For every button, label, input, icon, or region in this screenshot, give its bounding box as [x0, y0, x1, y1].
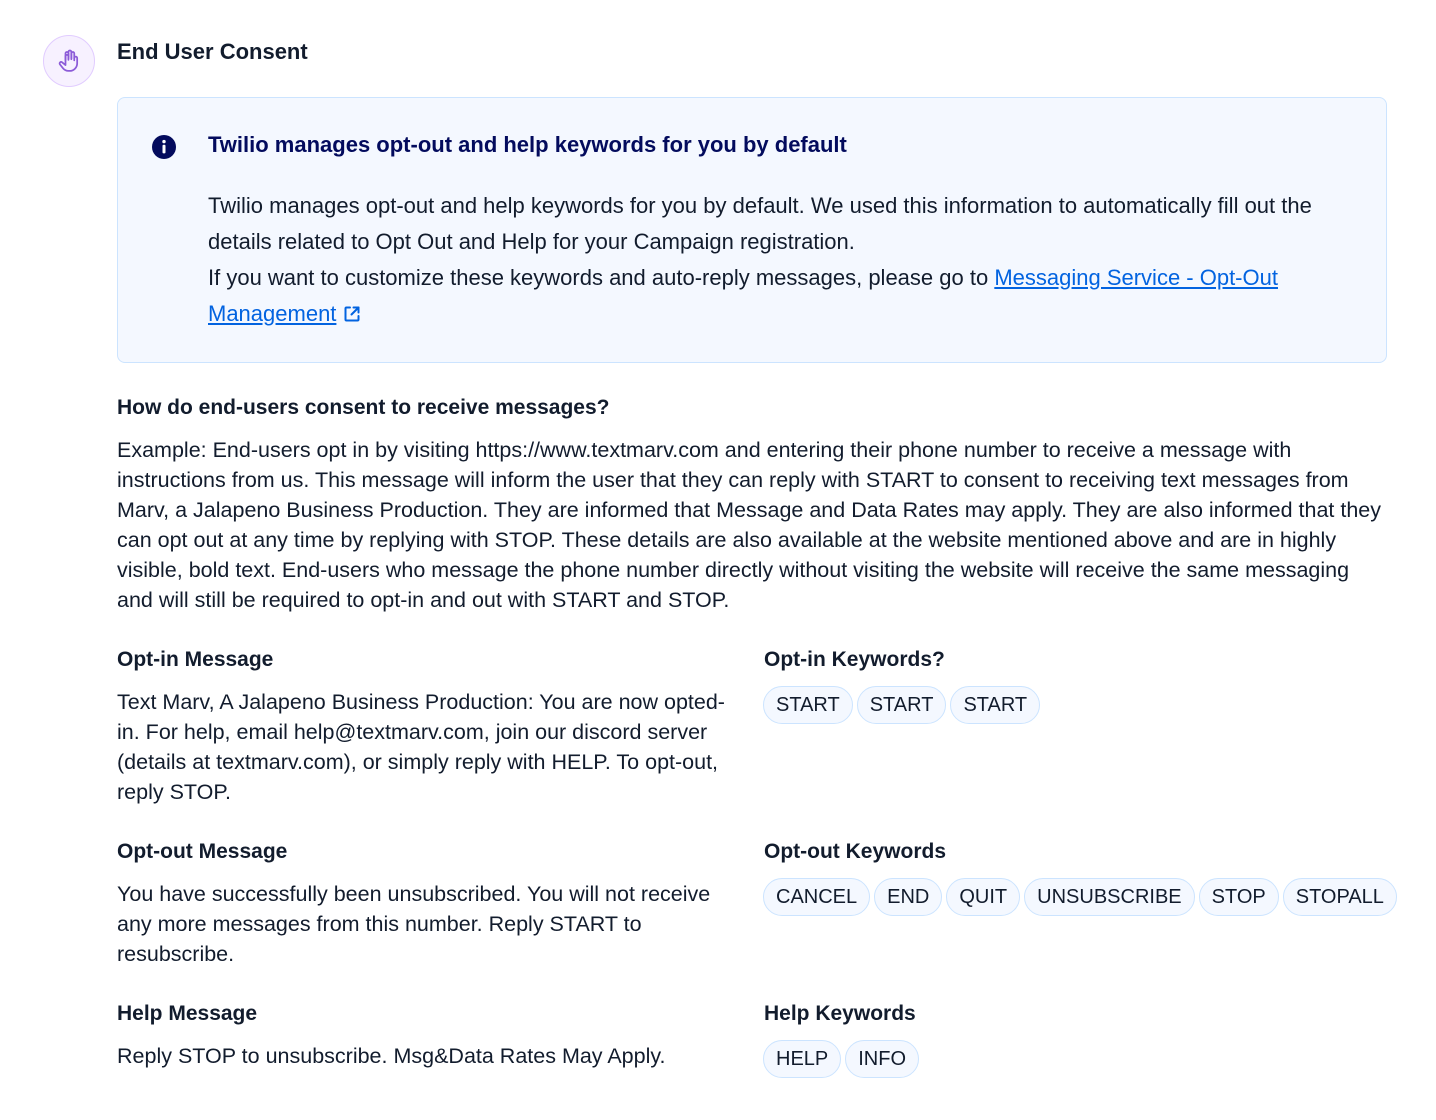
- consent-value: Example: End-users opt in by visiting https://www.textmarv.com and entering their phone number to receive a message with instructions from us. This message will inform the user that they can reply with START to consent to receiving text messages from Marv, a Jalapeno Business Production. They are informed that Message and Data Rates may apply. They are also informed that they can opt out at any time by replying with STOP. These details are also available at the website mentioned above and are in highly visible, bold text. End-users who message the phone number directly without visiting the website will receive the same messaging and will still be required to opt-in and out with START and STOP.: [117, 438, 1381, 612]
- keyword-chip: UNSUBSCRIBE: [1024, 878, 1194, 916]
- callout-body-text: Twilio manages opt-out and help keywords for you by default. We used this information to automatically fill out the details related to Opt Out and Help for your Campaign registration.: [208, 193, 1312, 254]
- callout-body-prefix: If you want to customize these keywords and auto-reply messages, please go to: [208, 265, 995, 290]
- hand-icon: [43, 35, 95, 87]
- keyword-chip: START: [857, 686, 947, 724]
- keyword-chip: CANCEL: [763, 878, 870, 916]
- consent-label: How do end-users consent to receive messages?: [117, 396, 610, 419]
- help-message-label: Help Message: [117, 1002, 258, 1025]
- keyword-chip: INFO: [845, 1040, 919, 1078]
- keyword-chip: START: [763, 686, 853, 724]
- external-link-icon[interactable]: [342, 299, 362, 335]
- keyword-chip: HELP: [763, 1040, 841, 1078]
- section-title: End User Consent: [117, 39, 308, 64]
- opt-out-keywords-label: Opt-out Keywords: [764, 840, 946, 863]
- opt-in-keywords: [763, 686, 1040, 724]
- opt-in-message-value: Text Marv, A Jalapeno Business Production: You are now opted-in. For help, email help@textmarv.com, join our discord server (details at textmarv.com), or simply reply with HELP. To opt-out, reply STOP.: [117, 690, 725, 804]
- opt-out-management-link-text[interactable]: Messaging Service - Opt-Out Management: [208, 265, 1278, 326]
- opt-in-message-label: Opt-in Message: [117, 648, 274, 671]
- keyword-chip: START: [950, 686, 1040, 724]
- opt-in-keywords-label: Opt-in Keywords?: [764, 648, 945, 671]
- keyword-chip: STOPALL: [1283, 878, 1397, 916]
- opt-out-keywords: [763, 878, 1397, 916]
- keyword-chip: QUIT: [946, 878, 1020, 916]
- help-keywords: [763, 1040, 919, 1078]
- help-keywords-label: Help Keywords: [764, 1002, 916, 1025]
- help-message-value: Reply STOP to unsubscribe. Msg&Data Rates May Apply.: [117, 1044, 666, 1068]
- opt-out-message-label: Opt-out Message: [117, 840, 288, 863]
- callout-heading: Twilio manages opt-out and help keywords for you by default: [208, 132, 847, 157]
- callout-body-link-line: [208, 260, 1358, 335]
- info-icon: [151, 134, 177, 160]
- opt-out-message-value: You have successfully been unsubscribed. You will not receive any more messages from this number. Reply START to resubscribe.: [117, 882, 711, 966]
- info-callout: [117, 97, 1387, 363]
- keyword-chip: END: [874, 878, 942, 916]
- keyword-chip: STOP: [1199, 878, 1279, 916]
- callout-body: [208, 188, 1358, 335]
